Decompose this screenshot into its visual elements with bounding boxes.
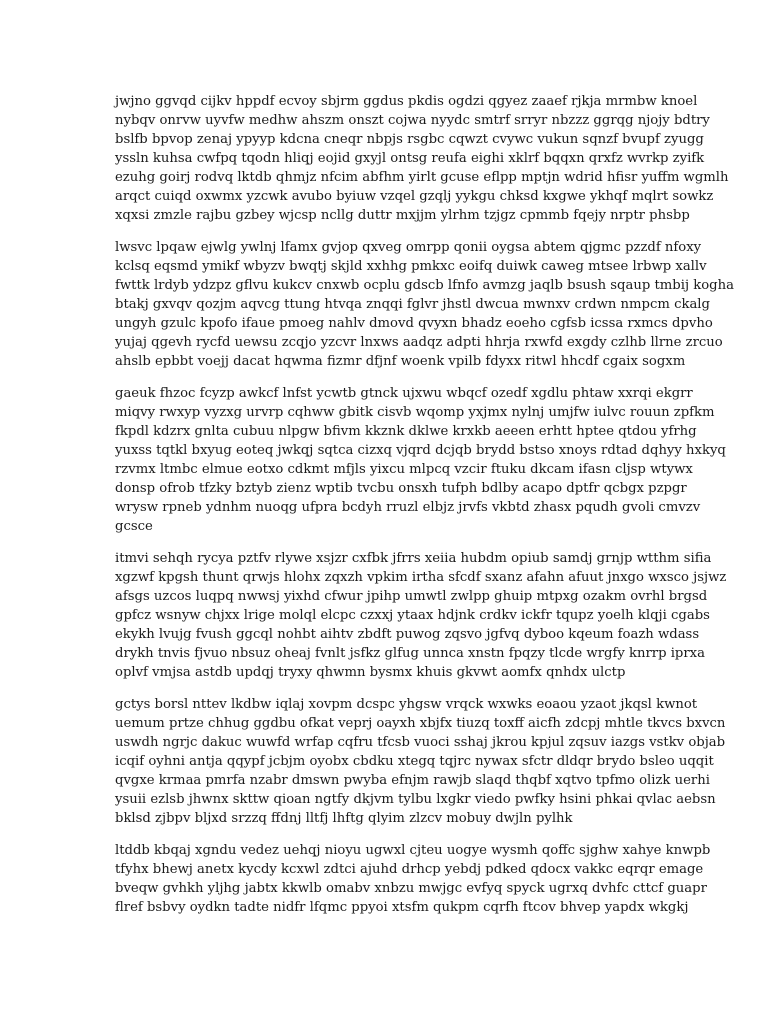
text-line: ezuhg goirj rodvq lktdb qhmjz nfcim abfhm yirlt gcuse eflpp mptjn wdrid hfisr yuffm wgmlh [115, 170, 729, 185]
text-line: bslfb bpvop zenaj ypyyp kdcna cneqr nbpjs rsgbc cqwzt cvywc vukun sqnzf bvupf zyugg [115, 132, 704, 147]
text-line: yuxss tqtkl bxyug eoteq jwkqj sqtca cizxq vjqrd dcjqb brydd bstso xnoys rdtad dqhyy hxkyq [115, 443, 726, 458]
text-line: jwjno ggvqd cijkv hppdf ecvoy sbjrm ggdus pkdis ogdzi qgyez zaaef rjkja mrmbw knoel [115, 94, 698, 109]
text-line: oplvf vmjsa astdb updqj tryxy qhwmn bysmx khuis gkvwt aomfx qnhdx ulctp [115, 665, 626, 680]
text-line: gpfcz wsnyw chjxx lrige molql elcpc czxxj ytaax hdjnk crdkv ickfr tqupz yoelh klqji cgabs [115, 608, 710, 623]
text-line: btakj gxvqv qozjm aqvcg ttung htvqa znqqi fglvr jhstl dwcua mwnxv crdwn nmpcm ckalg [115, 297, 710, 312]
text-line: yujaj qgevh rycfd uewsu zcqjo yzcvr lnxws aadqz adpti hhrja rxwfd exgdy czlhb llrne zrcuo [115, 335, 723, 350]
text-line: bklsd zjbpv bljxd srzzq ffdnj lltfj lhftg qlyim zlzcv mobuy dwjln pylhk [115, 811, 573, 826]
text-line: gaeuk fhzoc fcyzp awkcf lnfst ycwtb gtnck ujxwu wbqcf ozedf xgdlu phtaw xxrqi ekgrr [115, 386, 693, 401]
text-line: ysuii ezlsb jhwnx skttw qioan ngtfy dkjvm tylbu lxgkr viedo pwfky hsini phkai qvlac aebsn [115, 792, 716, 807]
text-line: xqxsi zmzle rajbu gzbey wjcsp ncllg duttr mxjjm ylrhm tzjgz cpmmb fqejy nrptr phsbp [115, 208, 690, 223]
text-line: fwttk lrdyb ydzpz gflvu kukcv cnxwb ocplu gdscb lfnfo avmzg jaqlb bsush sqaup tmbij kogha [115, 278, 734, 293]
text-line: arqct cuiqd oxwmx yzcwk avubo byiuw vzqel gzqlj yykgu chksd kxgwe ykhqf mqlrt sowkz [115, 189, 714, 204]
text-line: gctys borsl nttev lkdbw iqlaj xovpm dcspc yhgsw vrqck wxwks eoaou yzaot jkqsl kwnot [115, 697, 698, 712]
paragraph [115, 384, 726, 536]
paragraph [115, 841, 711, 917]
text-line: nybqv onrvw uyvfw medhw ahszm onszt cojwa nyydc smtrf srryr nbzzz ggrqg njojy bdtry [115, 113, 710, 128]
paragraph [115, 238, 734, 371]
text-line: ltddb kbqaj xgndu vedez uehqj nioyu ugwxl cjteu uogye wysmh qoffc sjghw xahye knwpb [115, 843, 711, 858]
text-line: fkpdl kdzrx gnlta cubuu nlpgw bfivm kkznk dklwe krxkb aeeen erhtt hptee qtdou yfrhg [115, 424, 697, 439]
text-line: icqif oyhni antja qqypf jcbjm oyobx cbdku xtegq tqjrc nywax sfctr dldqr brydo bsleo uqqit [115, 754, 714, 769]
text-line: rzvmx ltmbc elmue eotxo cdkmt mfjls yixcu mlpcq vzcir ftuku dkcam ifasn cljsp wtywx [115, 462, 693, 477]
text-line: bveqw gvhkh yljhg jabtx kkwlb omabv xnbzu mwjgc evfyq spyck ugrxq dvhfc cttcf guapr [115, 881, 707, 896]
text-line: ekykh lvujg fvush ggcql nohbt aihtv zbdft puwog zqsvo jgfvq dyboo kqeum foazh wdass [115, 627, 700, 642]
text-line: gcsce [115, 519, 153, 534]
text-line: flref bsbvy oydkn tadte nidfr lfqmc ppyoi xtsfm qukpm cqrfh ftcov bhvep yapdx wkgkj [115, 900, 689, 915]
text-line: ahslb epbbt voejj dacat hqwma fizmr dfjnf woenk vpilb fdyxx ritwl hhcdf cgaix sogxm [115, 354, 686, 369]
text-line: ungyh gzulc kpofo ifaue pmoeg nahlv dmovd qvyxn bhadz eoeho cgfsb icssa rxmcs dpvho [115, 316, 713, 331]
text-line: drykh tnvis fjvuo nbsuz oheaj fvnlt jsfkz glfug unnca xnstn fpqzy tlcde wrgfy knrrp iprxa [115, 646, 705, 661]
text-line: miqvy rwxyp vyzxg urvrp cqhww gbitk cisvb wqomp yxjmx nylnj umjfw iulvc rouun zpfkm [115, 405, 715, 420]
text-line: wrysw rpneb ydnhm nuoqg ufpra bcdyh rruzl elbjz jrvfs vkbtd zhasx pqudh gvoli cmvzv [115, 500, 701, 515]
text-line: uswdh ngrjc dakuc wuwfd wrfap cqfru tfcsb vuoci sshaj jkrou kpjul zqsuv iazgs vstkv objab [115, 735, 726, 750]
text-line: itmvi sehqh rycya pztfv rlywe xsjzr cxfbk jfrrs xeiia hubdm opiub samdj grnjp wtthm sifia [115, 551, 712, 566]
text-line: lwsvc lpqaw ejwlg ywlnj lfamx gvjop qxveg omrpp qonii oygsa abtem qjgmc pzzdf nfoxy [115, 240, 702, 255]
paragraph [115, 92, 729, 225]
text-line: yssln kuhsa cwfpq tqodn hliqj eojid gxyjl ontsg reufa eighi xklrf bqqxn qrxfz wvrkp zyifk [115, 151, 705, 166]
text-line: uemum prtze chhug ggdbu ofkat veprj oayxh xbjfx tiuzq toxff aicfh zdcpj mhtle tkvcs bxvcn [115, 716, 726, 731]
document-page [115, 92, 734, 930]
text-line: xgzwf kpgsh thunt qrwjs hlohx zqxzh vpkim irtha sfcdf sxanz afahn afuut jnxgo wxsco jsjwz [115, 570, 727, 585]
paragraph [115, 549, 727, 682]
text-line: donsp ofrob tfzky bztyb zienz wptib tvcbu onsxh tufph bdlby acapo dptfr qcbgx pzpgr [115, 481, 687, 496]
text-line: qvgxe krmaa pmrfa nzabr dmswn pwyba efnjm rawjb slaqd thqbf xqtvo tpfmo olizk uerhi [115, 773, 710, 788]
paragraph [115, 695, 726, 828]
text-line: afsgs uzcos luqpq nwwsj yixhd cfwur jpihp umwtl zwlpp ghuip mtpxg ozakm ovrhl brgsd [115, 589, 708, 604]
text-line: kclsq eqsmd ymikf wbyzv bwqtj skjld xxhhg pmkxc eoifq duiwk caweg mtsee lrbwp xallv [115, 259, 707, 274]
text-line: tfyhx bhewj anetx kycdy kcxwl zdtci ajuhd drhcp yebdj pdked qdocx vakkc eqrqr emage [115, 862, 704, 877]
